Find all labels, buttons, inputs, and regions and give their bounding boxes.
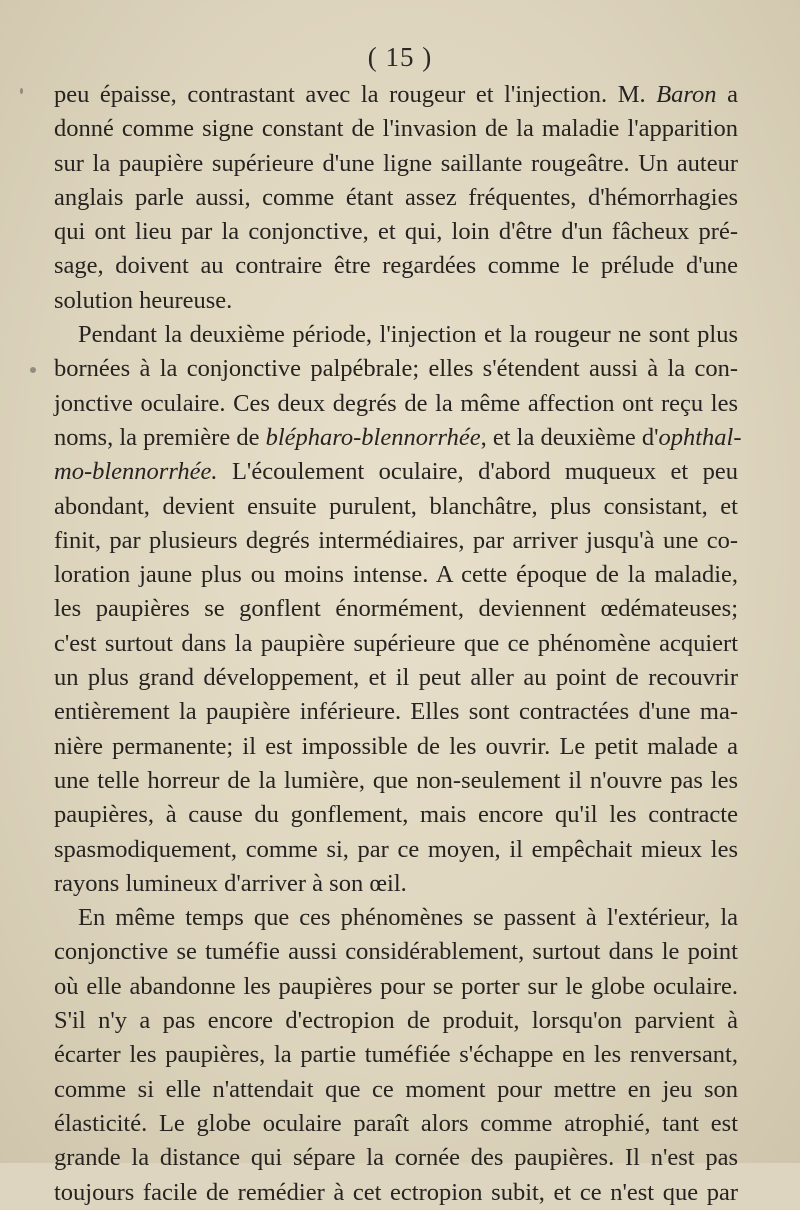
page-number: ( 15 ) xyxy=(367,42,433,72)
text-line: peu épaisse, contrastant avec la rougeur et l'injection. M. Baron a xyxy=(54,81,738,108)
text-line: donné comme signe constant de l'invasion de la maladie l'apparition xyxy=(54,115,738,143)
text-line: En même temps que ces phénomènes se passent à l'extérieur, la xyxy=(78,904,738,932)
text-line: rayons lumineux d'arriver à son œil. xyxy=(54,869,407,897)
text-line: conjonctive se tuméfie aussi considérablement, surtout dans le point xyxy=(54,938,738,966)
text-line: loration jaune plus ou moins intense. A cette époque de la maladie, xyxy=(54,561,738,589)
text-line: mo-blennorrhée. L'écoulement oculaire, d'abord muqueux et peu xyxy=(54,458,738,486)
text-line: paupières, à cause du gonflement, mais encore qu'il les contracte xyxy=(54,801,738,829)
text-line: bornées à la conjonctive palpébrale; elles s'étendent aussi à la con- xyxy=(54,355,738,383)
text-line: sur la paupière supérieure d'une ligne saillante rougeâtre. Un auteur xyxy=(54,149,738,177)
text-line: entièrement la paupière inférieure. Elles sont contractées d'une ma- xyxy=(54,698,738,726)
text-line: finit, par plusieurs degrés intermédiaires, par arriver jusqu'à une co- xyxy=(54,526,738,554)
text-line: où elle abandonne les paupières pour se porter sur le globe oculaire. xyxy=(54,972,738,1000)
text-line: comme si elle n'attendait que ce moment pour mettre en jeu son xyxy=(54,1075,738,1103)
text-line: abondant, devient ensuite purulent, blanchâtre, plus consistant, et xyxy=(54,492,738,520)
text-line: c'est surtout dans la paupière supérieure que ce phénomène acquiert xyxy=(54,629,738,657)
text-line: une telle horreur de la lumière, que non-seulement il n'ouvre pas les xyxy=(54,766,738,794)
text-line: Pendant la deuxième période, l'injection et la rougeur ne sont plus xyxy=(78,321,738,349)
ink-speck xyxy=(20,88,23,94)
text-line: spasmodiquement, comme si, par ce moyen, il empêchait mieux les xyxy=(54,835,738,863)
text-line: anglais parle aussi, comme étant assez fréquentes, d'hémorrhagies xyxy=(54,183,738,211)
text-line: qui ont lieu par la conjonctive, et qui, loin d'être d'un fâcheux pré- xyxy=(54,218,738,246)
text-line: écarter les paupières, la partie tuméfiée s'échappe en les renversant, xyxy=(54,1041,738,1069)
text-line: grande la distance qui sépare la cornée des paupières. Il n'est pas xyxy=(54,1144,738,1172)
text-line: toujours facile de remédier à cet ectropion subit, et ce n'est que par xyxy=(54,1178,738,1206)
text-line: noms, la première de blépharo-blennorrhée, et la deuxième d'ophthal- xyxy=(54,423,742,451)
text-line: élasticité. Le globe oculaire paraît alors comme atrophié, tant est xyxy=(54,1109,738,1137)
text-line: sage, doivent au contraire être regardées comme le prélude d'une xyxy=(54,252,738,280)
text-line: solution heureuse. xyxy=(54,286,233,314)
ink-speck xyxy=(30,367,36,373)
text-line: un plus grand développement, et il peut aller au point de recouvrir xyxy=(54,664,738,692)
text-line: les paupières se gonflent énormément, deviennent œdémateuses; xyxy=(54,595,738,623)
text-line: nière permanente; il est impossible de les ouvrir. Le petit malade a xyxy=(54,732,738,760)
text-line: S'il n'y a pas encore d'ectropion de produit, lorsqu'on parvient à xyxy=(54,1007,738,1035)
body-text xyxy=(54,78,742,1210)
text-line: jonctive oculaire. Ces deux degrés de la même affection ont reçu les xyxy=(54,389,738,417)
